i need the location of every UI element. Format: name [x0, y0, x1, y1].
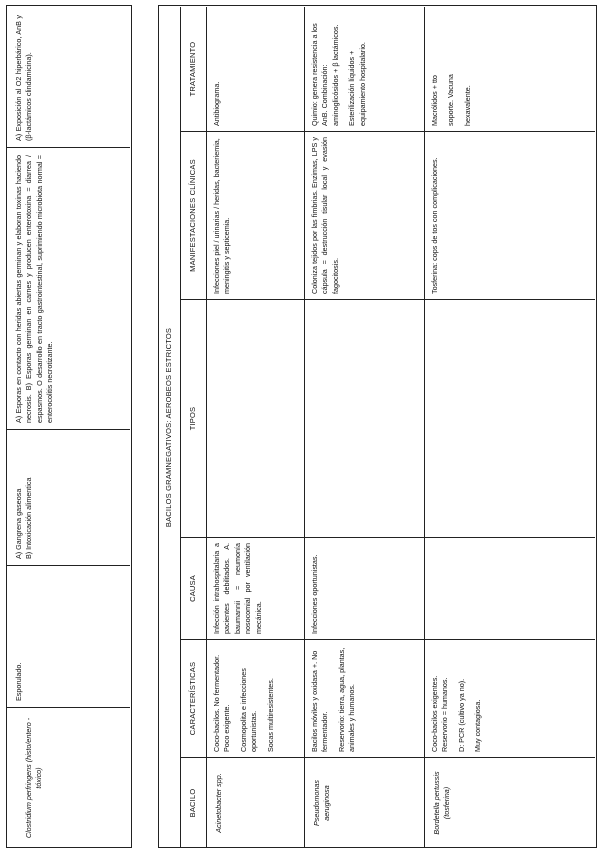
row2-tipos	[306, 300, 424, 537]
header-tipos: TIPOS	[188, 406, 198, 431]
header-tratamiento: TRATAMIENTO	[188, 41, 198, 97]
row1-bacilo: Acinetobacter spp.	[214, 773, 223, 833]
row1-tipos	[208, 300, 304, 537]
row3-tto-3: hexavalente.	[462, 85, 472, 126]
row1-tratamiento	[208, 7, 304, 131]
row2-tratamiento	[306, 7, 424, 131]
top-causa-b: B) Intoxicación alimentica	[24, 477, 34, 559]
row3-bacilo: Bordetella pertussis (tosferina)	[432, 771, 452, 835]
row2-bacilo: Pseudomonas aeruginosa	[312, 780, 332, 826]
row3-causa	[426, 538, 594, 639]
row1-tto-1: Antibiograma.	[212, 81, 221, 126]
row3-tto-1: Macrólidos + tto	[430, 75, 439, 126]
top-bacilo-cell: Clostridium perfringens (histo/entero - tóxico)	[24, 717, 44, 839]
row3-caracteristicas	[426, 640, 594, 757]
row2-car-1: Bacilos móviles y oxidasa +. No fermentador.	[310, 650, 330, 752]
row3-car-1: Coco-bacilos exigentes. Reservorio = humanos.	[430, 675, 450, 752]
row2-causa: Infecciones oportunistas.	[310, 554, 319, 634]
top-manifestaciones-cell: A) Esporas en contacto con heridas abiertas germinan y elaboran toxinas haciendo necrosis. B) Esporas germinan en carnes y producen enterotoxina = diarrea / espasmos. O desarrollo en tracto gastrointestinal, suprimiendo microbiota normal = enterocolitis necrotizante.	[14, 155, 55, 423]
row3-car-3: Muy contagiosa.	[473, 699, 483, 752]
row2-caracteristicas	[306, 640, 424, 757]
row2-car-2: Reservorio: tierra, agua, plantas, animales y humanos.	[336, 647, 357, 752]
row1-car-2: Cosmopolita e infecciones oportunistas.	[238, 668, 259, 752]
row3-tto-2: soporte. Vacuna	[446, 74, 456, 126]
row2-tto-2: Esterilización líquidos + equipamiento hospitalario.	[347, 42, 367, 126]
row3-tratamiento	[426, 7, 594, 131]
top-tratamiento-cell: A) Exposición al O2 hiperbárico, AnB y (β-lactámicos clindamicina).	[14, 15, 34, 141]
row1-car-3: Socas multiresistentes.	[265, 678, 275, 752]
top-causa-cell	[10, 432, 126, 564]
row1-car-1: Coco-bacilos. No fermentador. Poco exigente.	[212, 654, 232, 752]
row2-tto-1: Quimio: genera resistencia a los AnB. Combinación: aminoglicósidos + β lactámicos.	[310, 23, 340, 126]
header-causa: CAUSA	[188, 575, 198, 602]
row1-manifestaciones: Infecciones piel / urinarias / heridas, bacteriemia, meningitis y septicemia.	[212, 138, 232, 294]
row3-car-2: D: PCR (cultivo ya no).	[456, 678, 466, 752]
row1-causa: Infección intrahospitalaria a pacientes debilitados. A. baumannii = neumonía nosocomial por ventilación mecánica.	[212, 543, 263, 634]
row3-manifestaciones: Tosferina: cops de tos con complicaciones.	[430, 157, 439, 294]
header-bacilo: BACILO	[188, 788, 198, 818]
top-caracteristicas-cell: Esporulado.	[14, 662, 23, 701]
header-caracteristicas: CARACTERÍSTICAS	[188, 661, 198, 736]
row1-caracteristicas	[208, 640, 304, 757]
top-causa-a: A) Gangrena gaseosa	[14, 488, 23, 559]
row2-manifestaciones: Coloniza tejidos por las fimbrias. Enzimas, LPS y cápsula = destrucción tisular local y evasión fagocitosis.	[310, 137, 340, 294]
main-table-title: BACILOS GRAMNEGATIVOS: AEROBEOS ESTRICTOS	[163, 327, 173, 528]
header-manifestaciones: MANIFESTACIONES CLÍNICAS	[188, 159, 198, 272]
row3-tipos	[426, 300, 594, 537]
